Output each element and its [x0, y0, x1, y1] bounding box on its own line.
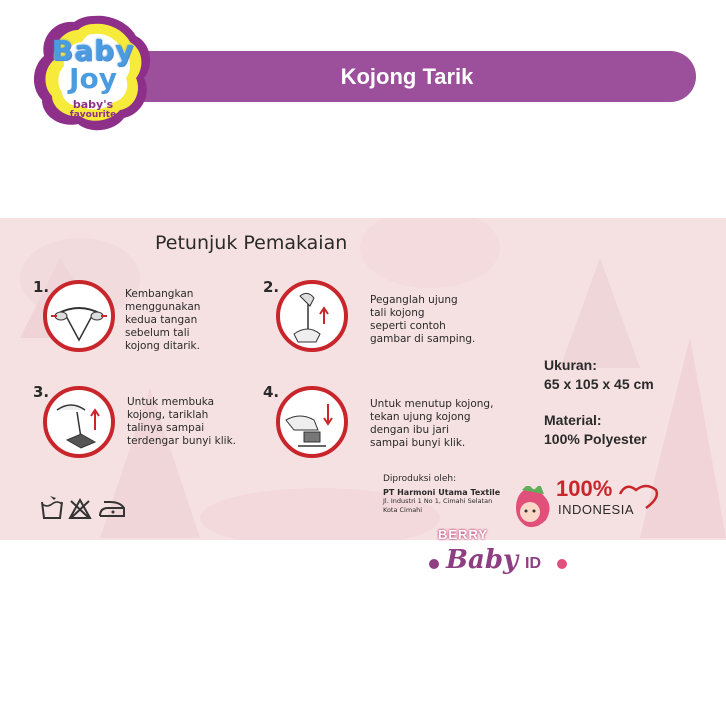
step-4-illustration	[276, 386, 348, 458]
step-3-text: Untuk membuka kojong, tariklah talinya sampai terdengar bunyi klik.	[127, 396, 237, 447]
material-label: Material:	[544, 412, 602, 428]
heart-icon	[616, 480, 662, 510]
watermark-baby: Baby	[446, 545, 519, 575]
page-title: Kojong Tarik	[340, 63, 474, 89]
indonesia-percent: 100%	[556, 476, 613, 501]
manufacturer-address: Jl. Industri 1 No 1, Cimahi Selatan Kota Cimahi	[383, 497, 493, 514]
size-label: Ukuran:	[544, 357, 597, 373]
instruction-panel	[0, 218, 726, 540]
instructions-heading: Petunjuk Pemakaian	[155, 232, 348, 254]
step-4-text: Untuk menutup kojong, tekan ujung kojong dengan ibu jari sampai bunyi klik.	[370, 398, 494, 449]
step-2-number: 2.	[263, 278, 280, 296]
step-3-illustration	[43, 386, 115, 458]
no-bleach-icon	[70, 500, 90, 518]
manufacturer-heading: Diproduksi oleh:	[383, 474, 457, 484]
material-value: 100% Polyester	[544, 431, 647, 447]
step-1-illustration	[43, 280, 115, 352]
step-1-text: Kembangkan menggunakan kedua tangan sebelum tali kojong ditarik.	[125, 288, 201, 352]
logo-line-3: baby's	[72, 98, 114, 111]
manufacturer-name: PT Harmoni Utama Textile	[383, 488, 501, 497]
step-3-number: 3.	[33, 383, 50, 401]
step-2-text: Peganglah ujung tali kojong seperti contoh gambar di samping.	[370, 294, 476, 345]
logo-text	[30, 10, 156, 136]
indonesia-word: INDONESIA	[558, 502, 635, 517]
hand-wash-icon	[42, 496, 62, 518]
logo-line-4: favourite	[69, 110, 117, 120]
logo-line-1: Baby	[51, 34, 135, 67]
watermark-berry: BERRY	[438, 527, 489, 542]
step-2-illustration	[276, 280, 348, 352]
step-4-number: 4.	[263, 383, 280, 401]
size-value: 65 x 105 x 45 cm	[544, 376, 654, 392]
care-icons	[40, 494, 130, 522]
low-iron-icon	[100, 502, 124, 516]
step-1-number: 1.	[33, 278, 50, 296]
logo-line-2: Joy	[69, 62, 117, 95]
watermark-id: ID	[525, 555, 541, 572]
